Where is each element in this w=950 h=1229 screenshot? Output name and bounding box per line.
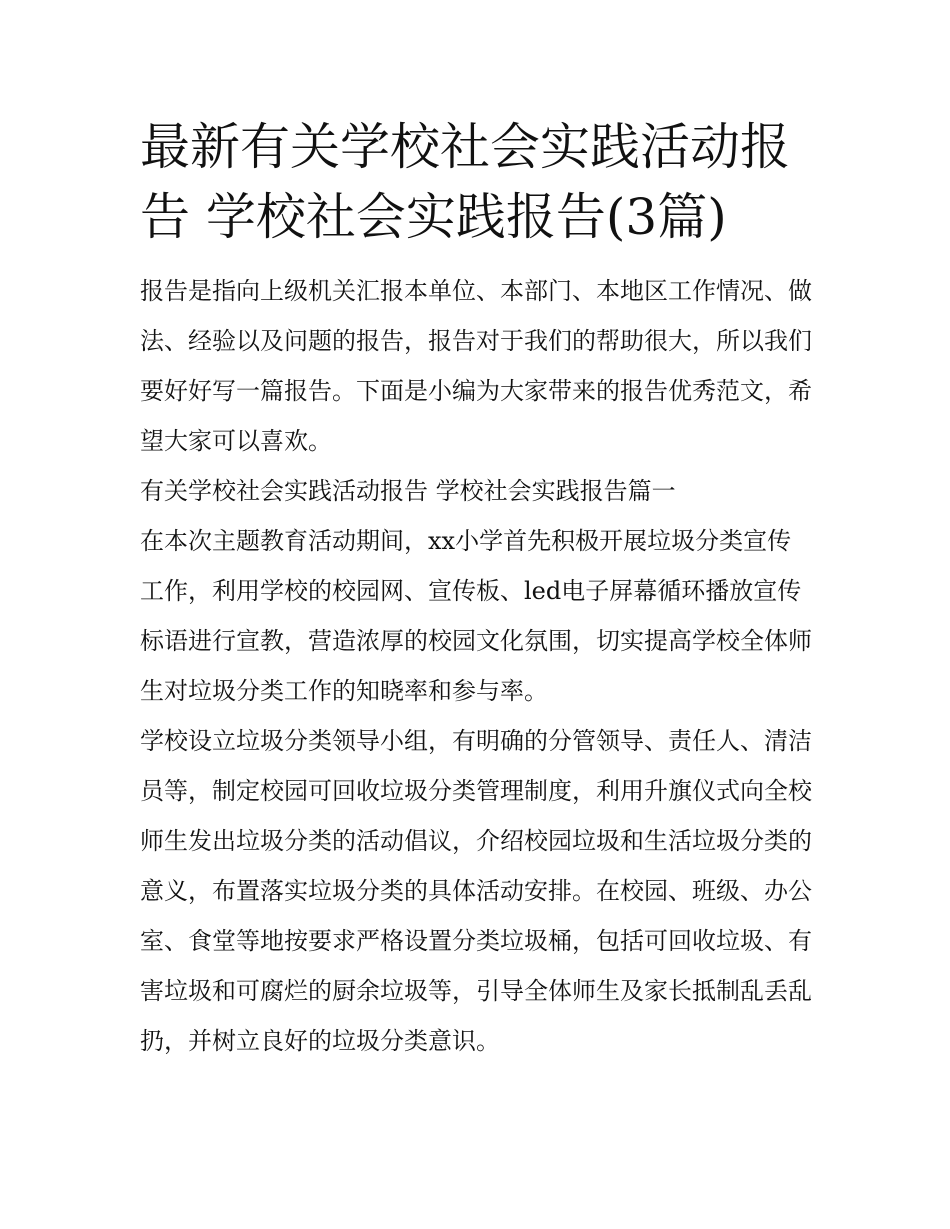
section-heading: 有关学校社会实践活动报告 学校社会实践报告篇一: [140, 477, 676, 505]
document-page: [140, 112, 812, 1066]
intro-paragraph: 报告是指向上级机关汇报本单位、本部门、本地区工作情况、做法、经验以及问题的报告，报告对于我们的帮助很大，所以我们要好好写一篇报告。下面是小编为大家带来的报告优秀范文，希望大家可以喜欢。: [140, 277, 812, 455]
body-paragraph: 学校设立垃圾分类领导小组，有明确的分管领导、责任人、清洁员等，制定校园可回收垃圾分类管理制度，利用升旗仪式向全校师生发出垃圾分类的活动倡议，介绍校园垃圾和生活垃圾分类的意义，布置落实垃圾分类的具体活动安排。在校园、班级、办公室、食堂等地按要求严格设置分类垃圾桶，包括可回收垃圾、有害垃圾和可腐烂的厨余垃圾等，引导全体师生及家长抵制乱丢乱扔，并树立良好的垃圾分类意识。: [140, 727, 812, 1055]
document-title: 最新有关学校社会实践活动报告 学校社会实践报告(3篇): [140, 118, 790, 246]
document-body: [140, 266, 812, 1066]
body-paragraph: 在本次主题教育活动期间，xx小学首先积极开展垃圾分类宣传工作，利用学校的校园网、宣传板、led电子屏幕循环播放宣传标语进行宣教，营造浓厚的校园文化氛围，切实提高学校全体师生对垃圾分类工作的知晓率和参与率。: [140, 527, 812, 705]
